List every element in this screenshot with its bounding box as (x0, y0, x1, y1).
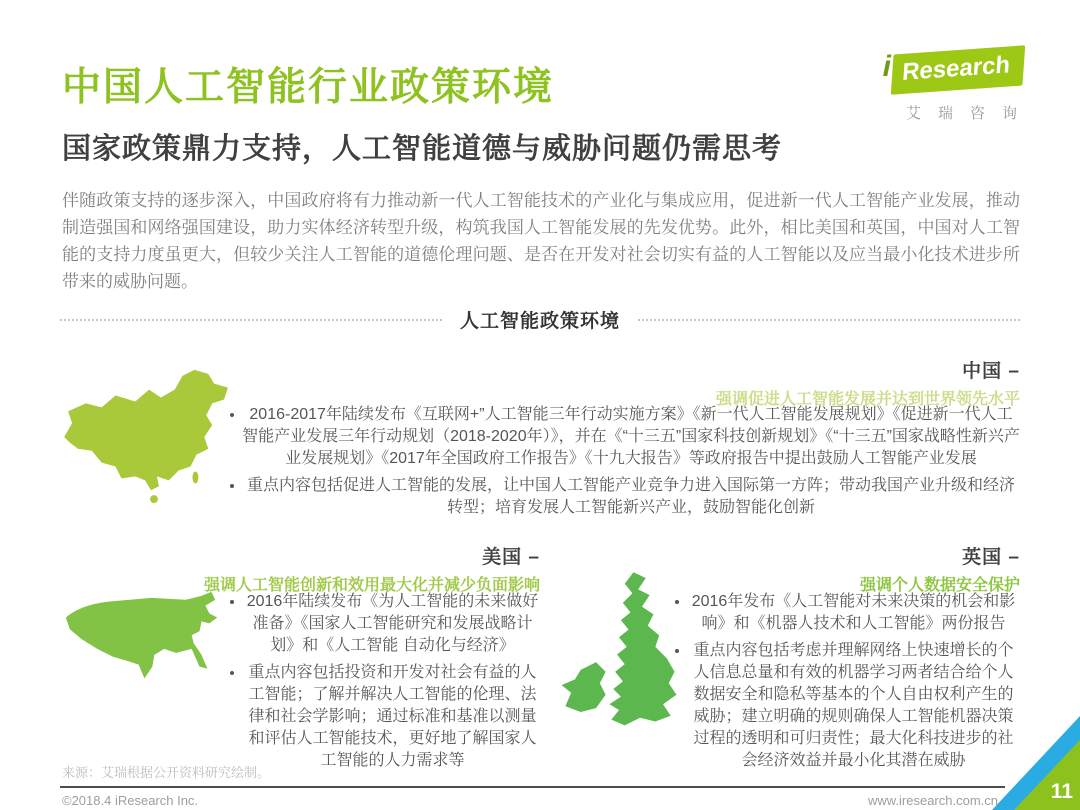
country-name-china: 中国 – (962, 361, 1020, 382)
bullet-item (228, 475, 1020, 519)
logo-i-letter: i (882, 50, 891, 83)
bullet-dot (230, 671, 234, 675)
page-number: 11 (1050, 780, 1073, 803)
bullet-dot (675, 649, 679, 653)
source-note: 来源：艾瑞根据公开资料研究绘制。 (62, 765, 271, 780)
section-header (60, 306, 1020, 333)
bullet-dot (230, 484, 234, 488)
bullet-text: 重点内容包括促进人工智能的发展，让中国人工智能产业竞争力进入国际第一方阵；带动我国产业升级和经济转型；培育发展人工智能新兴产业，鼓励智能化创新 (246, 477, 1015, 516)
bullets-usa (228, 591, 543, 777)
logo-chinese-name: 艾瑞咨询 (905, 105, 1034, 122)
bullet-dot (230, 413, 234, 417)
website-link[interactable]: www.iresearch.com.cn (867, 793, 998, 808)
country-tagline-usa: 强调人工智能创新和效用最大化并减少负面影响 (203, 577, 540, 594)
page-subtitle: 国家政策鼎力支持，人工智能道德与威胁问题仍需思考 (62, 133, 783, 165)
footer-divider (60, 786, 1005, 788)
section-title: 人工智能政策环境 (460, 311, 621, 332)
iresearch-logo-mark (883, 50, 1024, 90)
bullet-dot (230, 600, 234, 604)
bullet-item (673, 591, 1020, 635)
country-head-usa (60, 542, 540, 595)
bullet-dot (675, 600, 679, 604)
bullet-item (228, 662, 543, 772)
logo-brand: Research (891, 45, 1026, 95)
country-name-uk: 英国 – (962, 547, 1020, 568)
bullets-uk (673, 591, 1020, 777)
usa-map (58, 586, 230, 704)
country-head-china (540, 356, 1020, 409)
bullet-text: 2016年发布《人工智能对未来决策的机会和影响》和《机器人技术和人工智能》两份报告 (691, 593, 1016, 632)
bullet-item (673, 640, 1020, 772)
bullet-text: 2016年陆续发布《为人工智能的未来做好准备》《国家人工智能研究和发展战略计划》和《人工智能 自动化与经济》 (246, 593, 539, 654)
iresearch-logo (854, 50, 1034, 123)
bullet-text: 重点内容包括考虑并理解网络上快速增长的个人信息总量和有效的机器学习两者结合给个人数据安全和隐私等基本的个人自由权利产生的威胁；建立明确的规则确保人工智能机器决策过程的透明和可归责性；最大化科技进步的社会经济效益并最小化其潜在威胁 (693, 642, 1014, 769)
china-map (58, 360, 246, 508)
intro-paragraph: 伴随政策支持的逐步深入，中国政府将有力推动新一代人工智能技术的产业化与集成应用，促进新一代人工智能产业发展，推动制造强国和网络强国建设，助力实体经济转型升级，构筑我国人工智能发展的先发优势。此外，相比美国和英国，中国对人工智能的支持力度虽更大，但较少关注人工智能的道德伦理问题、是否在开发对社会切实有益的人工智能以及应当最小化技术进步所带来的威胁问题。 (62, 191, 1020, 291)
bullet-text: 重点内容包括投资和开发对社会有益的人工智能；了解并解决人工智能的伦理、法律和社会学影响；通过标准和基准以测量和评估人工智能技术，更好地了解国家人工智能的人力需求等 (248, 664, 537, 769)
bullet-item (228, 404, 1020, 470)
country-name-usa: 美国 – (482, 547, 540, 568)
bullets-china (228, 404, 1020, 524)
dotted-divider-left (60, 319, 442, 321)
bullet-item (228, 591, 543, 657)
country-tagline-uk: 强调个人数据安全保护 (859, 577, 1020, 594)
dotted-divider-right (638, 319, 1020, 321)
country-tagline-china: 强调促进人工智能发展并达到世界领先水平 (715, 391, 1020, 408)
page-title: 中国人工智能行业政策环境 (62, 66, 555, 109)
copyright-text: ©2018.4 iResearch Inc. (62, 793, 199, 808)
country-head-uk (540, 542, 1020, 595)
bullet-text: 2016-2017年陆续发布《互联网+”人工智能三年行动实施方案》《新一代人工智能发展规划》《促进新一代人工智能产业发展三年行动规划（2018-2020年）》，并在《“十三五”国家科技创新规划》《“十三五”国家战略性新兴产业发展规划》《2017年全国政府工作报告》《十九大报告》等政府报告中提出鼓励人工智能产业发展 (242, 406, 1020, 467)
